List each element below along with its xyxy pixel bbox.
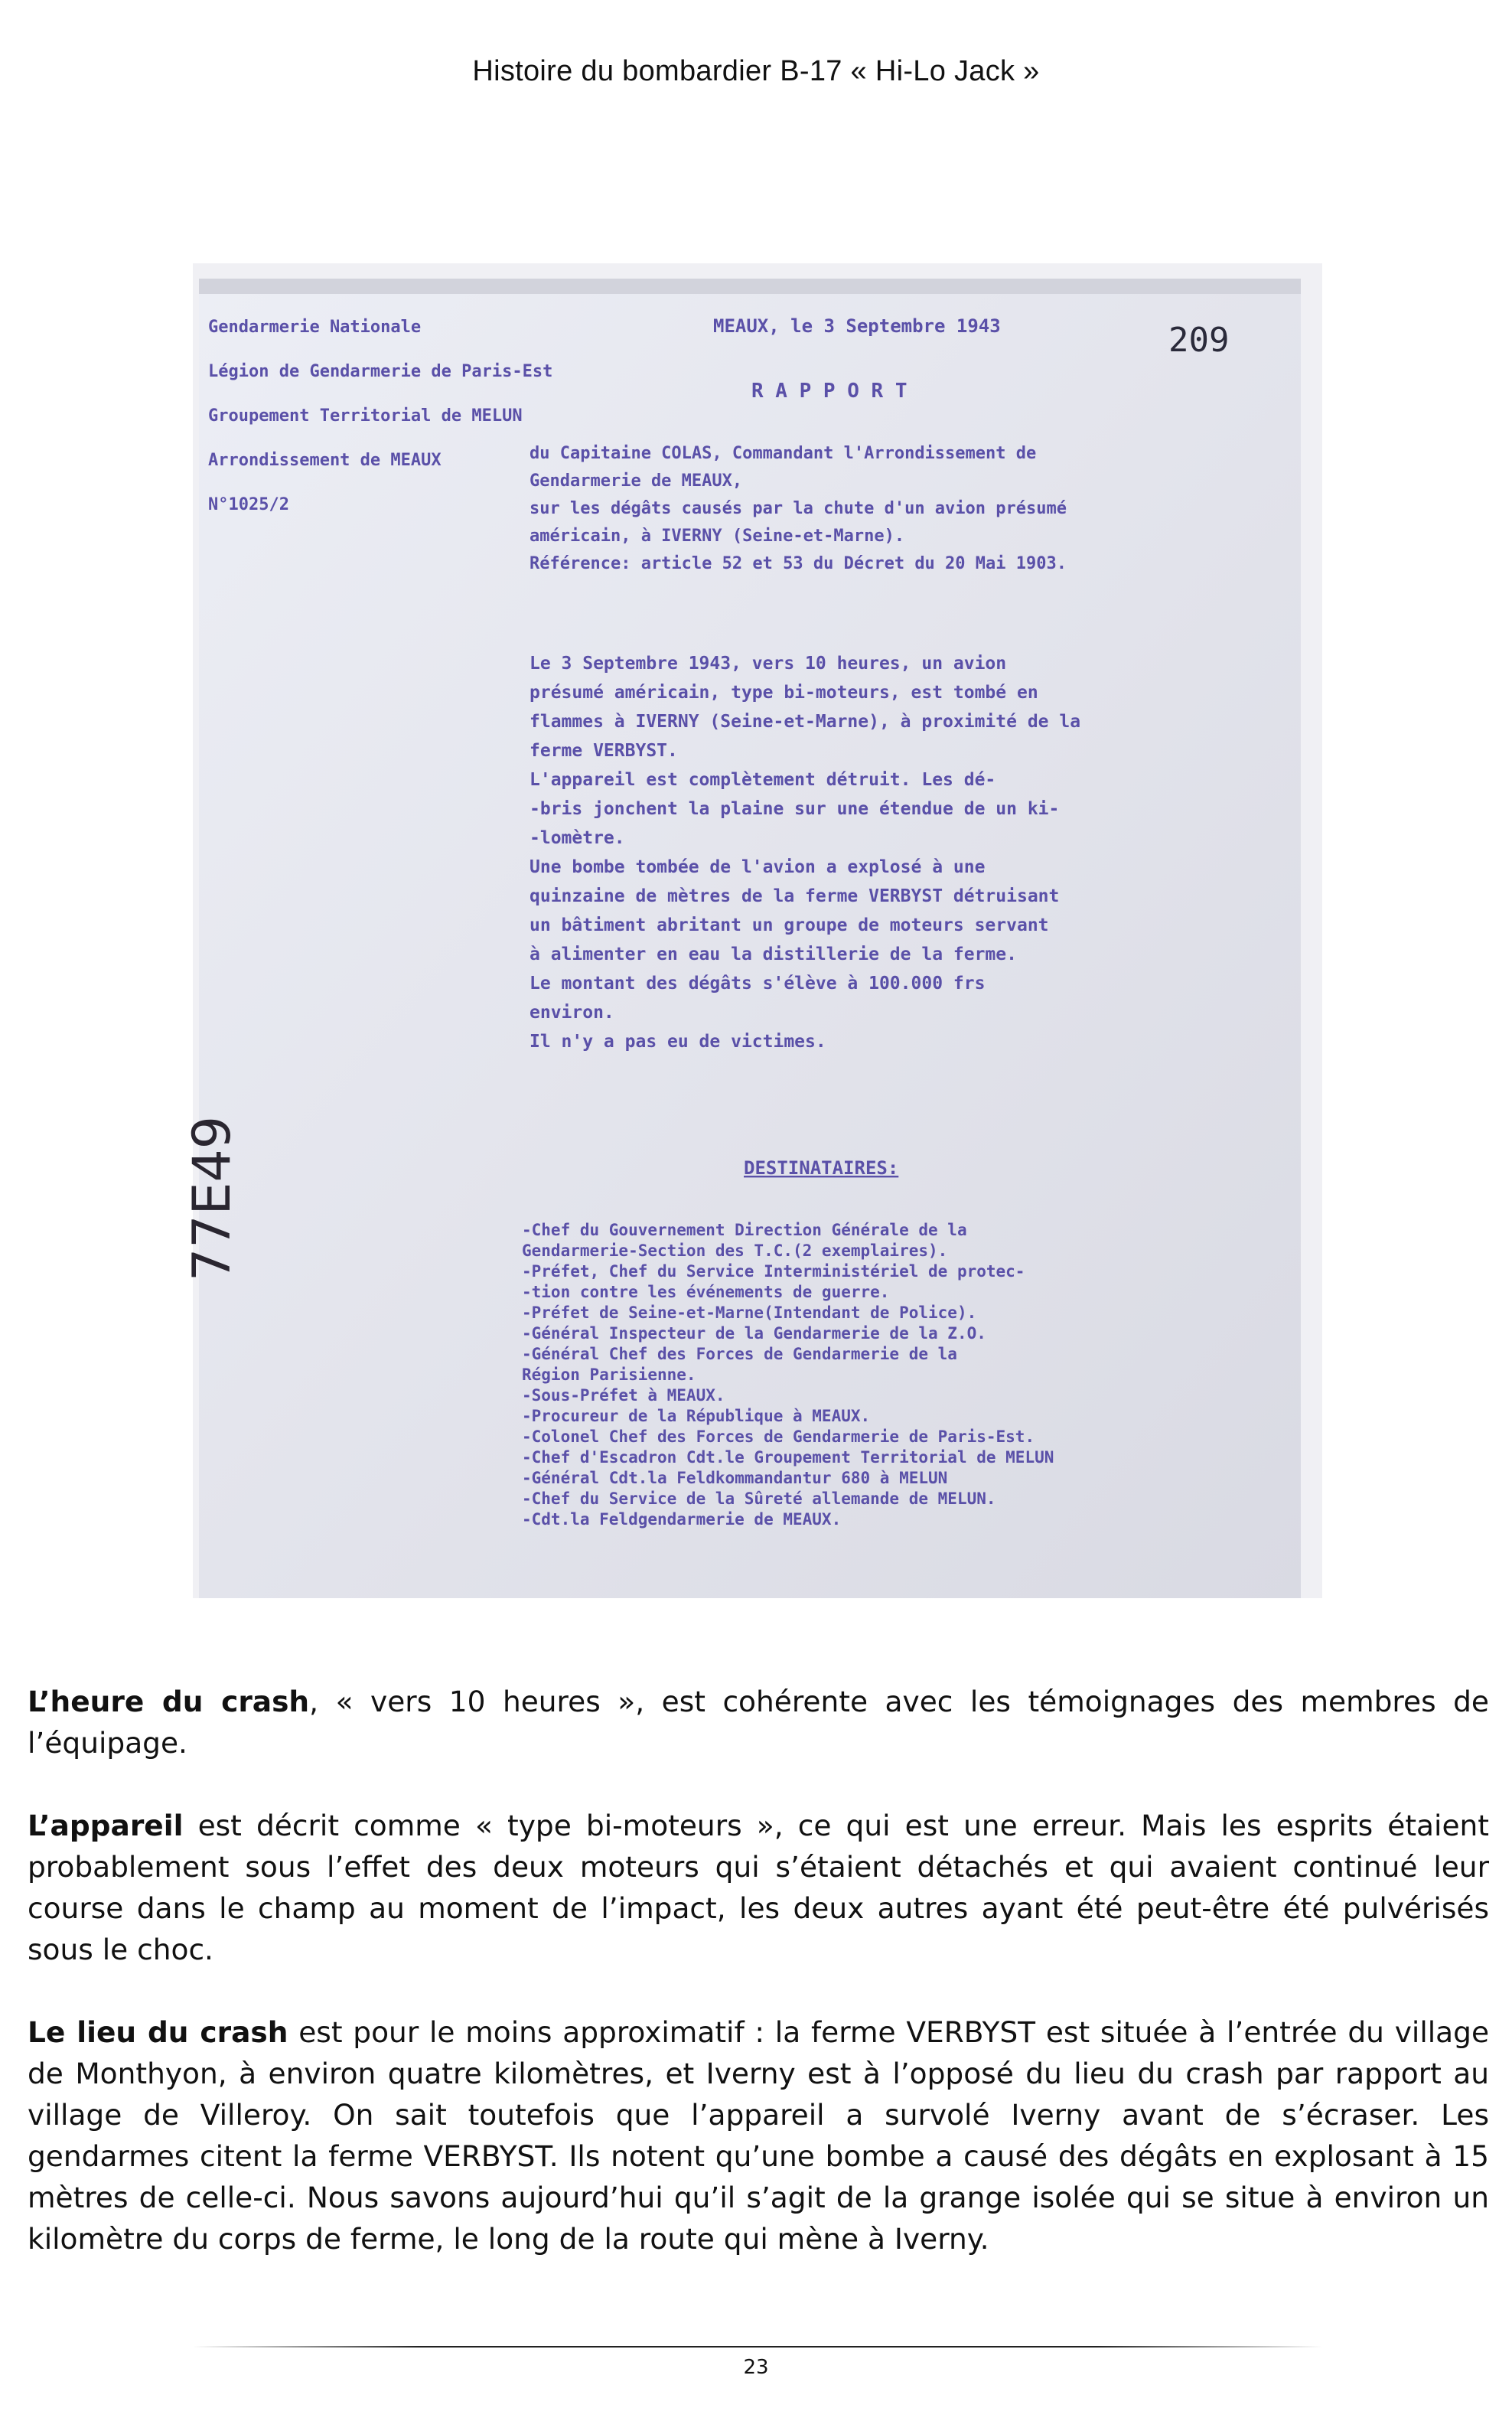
svg-text:209: 209	[1168, 321, 1230, 360]
svg-text:DESTINATAIRES:: DESTINATAIRES:	[744, 1157, 899, 1179]
left-column-line: Gendarmerie Nationale	[208, 318, 422, 337]
report-body-line: présumé américain, type bi-moteurs, est tombé en	[530, 683, 1038, 703]
preamble-line: sur les dégâts causés par la chute d'un avion présumé	[530, 499, 1067, 518]
recipient-line: -Chef du Service de la Sûreté allemande de MELUN.	[522, 1489, 996, 1508]
report-body-line: Il n'y a pas eu de victimes.	[530, 1032, 826, 1052]
recipient-line: Gendarmerie-Section des T.C.(2 exemplaires).	[522, 1241, 948, 1260]
preamble-line: Référence: article 52 et 53 du Décret du 20 Mai 1903.	[530, 554, 1067, 573]
page-number: 23	[743, 2356, 769, 2379]
report-body-line: -lomètre.	[530, 828, 625, 848]
left-column-line: Légion de Gendarmerie de Paris-Est	[208, 362, 553, 381]
recipient-line: -Général Inspecteur de la Gendarmerie de la Z.O.	[522, 1324, 986, 1343]
svg-text:R A P P O R T: R A P P O R T	[751, 380, 908, 403]
report-body-line: un bâtiment abritant un groupe de moteurs servant	[530, 915, 1049, 935]
recipient-line: -Sous-Préfet à MEAUX.	[522, 1386, 725, 1405]
footer-divider	[193, 2346, 1322, 2348]
recipient-line: -Général Cdt.la Feldkommandantur 680 à MELUN	[522, 1469, 948, 1487]
recipient-line: -Procureur de la République à MEAUX.	[522, 1407, 871, 1425]
report-body-line: L'appareil est complètement détruit. Les dé-	[530, 770, 996, 790]
archive-document-photo	[182, 263, 1322, 1598]
report-body-line: environ.	[530, 1003, 614, 1023]
preamble-line: Gendarmerie de MEAUX,	[530, 471, 743, 491]
left-column-line: Arrondissement de MEAUX	[208, 451, 442, 470]
preamble-line: du Capitaine COLAS, Commandant l'Arrondissement de	[530, 444, 1037, 463]
report-body-line: flammes à IVERNY (Seine-et-Marne), à proximité de la	[530, 712, 1081, 732]
recipient-line: -Préfet, Chef du Service Interministériel de protec-	[522, 1262, 1025, 1281]
recipient-line: -tion contre les événements de guerre.	[522, 1283, 890, 1301]
commentary-text	[28, 1681, 1489, 2301]
preamble-line: américain, à IVERNY (Seine-et-Marne).	[530, 527, 905, 546]
paragraph-crash-time: L’heure du crash, « vers 10 heures », est cohérente avec les témoignages des membres de l’équipage.	[28, 1685, 1490, 1760]
recipient-line: -Cdt.la Feldgendarmerie de MEAUX.	[522, 1510, 842, 1529]
recipient-line: Région Parisienne.	[522, 1365, 696, 1384]
recipient-line: -Chef du Gouvernement Direction Générale de la	[522, 1221, 967, 1239]
paragraph-aircraft: L’appareil est décrit comme « type bi-moteurs », ce qui est une erreur. Mais les esprits étaient probablement sous l’effet des deux moteurs qui s’étaient détachés et qui avaient continué leur course dans le champ au moment de l’impact, les deux autres ayant été peut-être été pulvérisés sous le choc.	[28, 1809, 1489, 1966]
report-body-line: Le 3 Septembre 1943, vers 10 heures, un avion	[530, 654, 1007, 674]
report-body-line: Le montant des dégâts s'élève à 100.000 frs	[530, 974, 986, 994]
report-body-line: quinzaine de mètres de la ferme VERBYST détruisant	[530, 886, 1060, 906]
paragraph-crash-location: Le lieu du crash est pour le moins approximatif : la ferme VERBYST est située à l’entrée du village de Monthyon, à environ quatre kilomètres, et Iverny est à l’opposé du lieu du crash par rapport au village de Villeroy. On sait toutefois que l’appareil a survolé Iverny avant de s’écraser. Les gendarmes citent la ferme VERBYST. Ils notent qu’une bombe a causé des dégâts en explosant à 15 mètres de celle-ci. Nous savons aujourd’hui qu’il s’agit de la grange isolée qui se situe à environ un kilomètre du corps de ferme, le long de la route qui mène à Iverny.	[28, 2015, 1490, 2256]
svg-text:MEAUX, le 3 Septembre 1943: MEAUX, le 3 Septembre 1943	[713, 315, 1001, 337]
left-column-line: Groupement Territorial de MELUN	[208, 406, 523, 426]
archive-stamp-mark: 77E49	[182, 1115, 243, 1281]
report-body-line: ferme VERBYST.	[530, 741, 678, 761]
report-body-line: à alimenter en eau la distillerie de la ferme.	[530, 945, 1017, 964]
recipient-line: -Colonel Chef des Forces de Gendarmerie de Paris-Est.	[522, 1427, 1035, 1446]
document-header-title: Histoire du bombardier B-17 « Hi-Lo Jack »	[472, 55, 1040, 87]
recipient-line: -Préfet de Seine-et-Marne(Intendant de Police).	[522, 1303, 977, 1322]
paper-sheet	[199, 279, 1301, 1598]
left-column-line: N°1025/2	[208, 495, 289, 514]
report-body-line: -bris jonchent la plaine sur une étendue de un ki-	[530, 799, 1060, 819]
recipient-line: -Chef d'Escadron Cdt.le Groupement Territorial de MELUN	[522, 1448, 1054, 1467]
recipient-line: -Général Chef des Forces de Gendarmerie de la	[522, 1345, 957, 1363]
report-body-line: Une bombe tombée de l'avion a explosé à une	[530, 857, 986, 877]
